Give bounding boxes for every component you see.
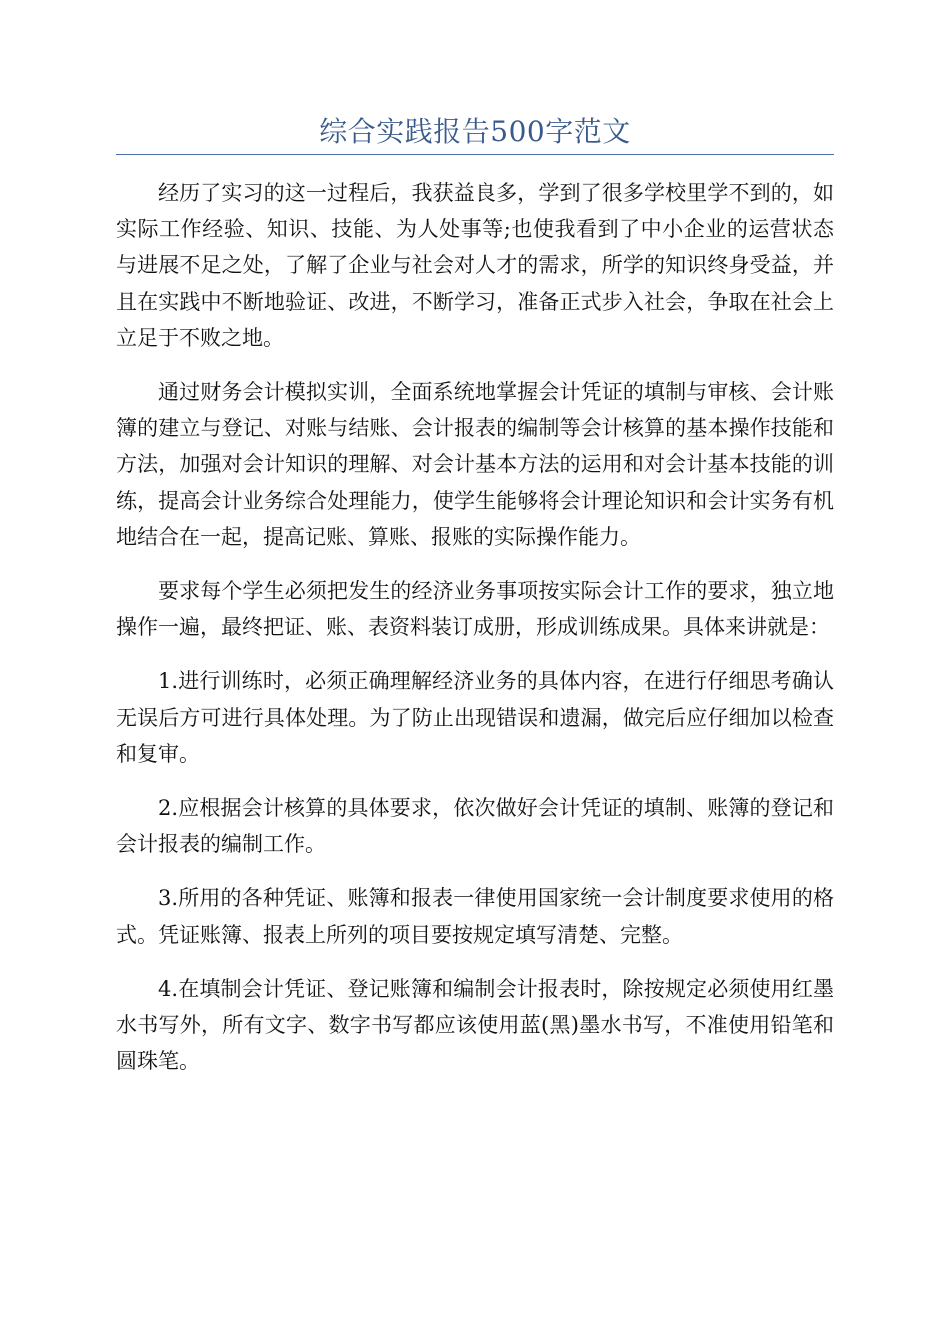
document-page (116, 112, 834, 1097)
list-item-3: 3.所用的各种凭证、账簿和报表一律使用国家统一会计制度要求使用的格式。凭证账簿、报表上所列的项目要按规定填写清楚、完整。 (116, 886, 834, 947)
paragraph-intro: 经历了实习的这一过程后，我获益良多，学到了很多学校里学不到的，如实际工作经验、知识、技能、为人处事等;也使我看到了中小企业的运营状态与进展不足之处，了解了企业与社会对人才的需求，所学的知识终身受益，并且在实践中不断地验证、改进，不断学习，准备正式步入社会，争取在社会上立足于不败之地。 (116, 181, 834, 350)
title-underline (116, 154, 834, 155)
list-item-4: 4.在填制会计凭证、登记账簿和编制会计报表时，除按规定必须使用红墨水书写外，所有文字、数字书写都应该使用蓝(黑)墨水书写，不准使用铅笔和圆珠笔。 (116, 976, 834, 1074)
paragraph-training: 通过财务会计模拟实训，全面系统地掌握会计凭证的填制与审核、会计账簿的建立与登记、对账与结账、会计报表的编制等会计核算的基本操作技能和方法，加强对会计知识的理解、对会计基本方法的运用和对会计基本技能的训练，提高会计业务综合处理能力，使学生能够将会计理论知识和会计实务有机地结合在一起，提高记账、算账、报账的实际操作能力。 (116, 380, 834, 549)
list-item-2: 2.应根据会计核算的具体要求，依次做好会计凭证的填制、账簿的登记和会计报表的编制工作。 (116, 796, 834, 857)
list-item-1: 1.进行训练时，必须正确理解经济业务的具体内容，在进行仔细思考确认无误后方可进行具体处理。为了防止出现错误和遗漏，做完后应仔细加以检查和复审。 (116, 669, 834, 766)
document-title: 综合实践报告500字范文 (319, 115, 631, 148)
paragraph-requirements: 要求每个学生必须把发生的经济业务事项按实际会计工作的要求，独立地操作一遍，最终把证、账、表资料装订成册，形成训练成果。具体来讲就是： (116, 579, 834, 640)
